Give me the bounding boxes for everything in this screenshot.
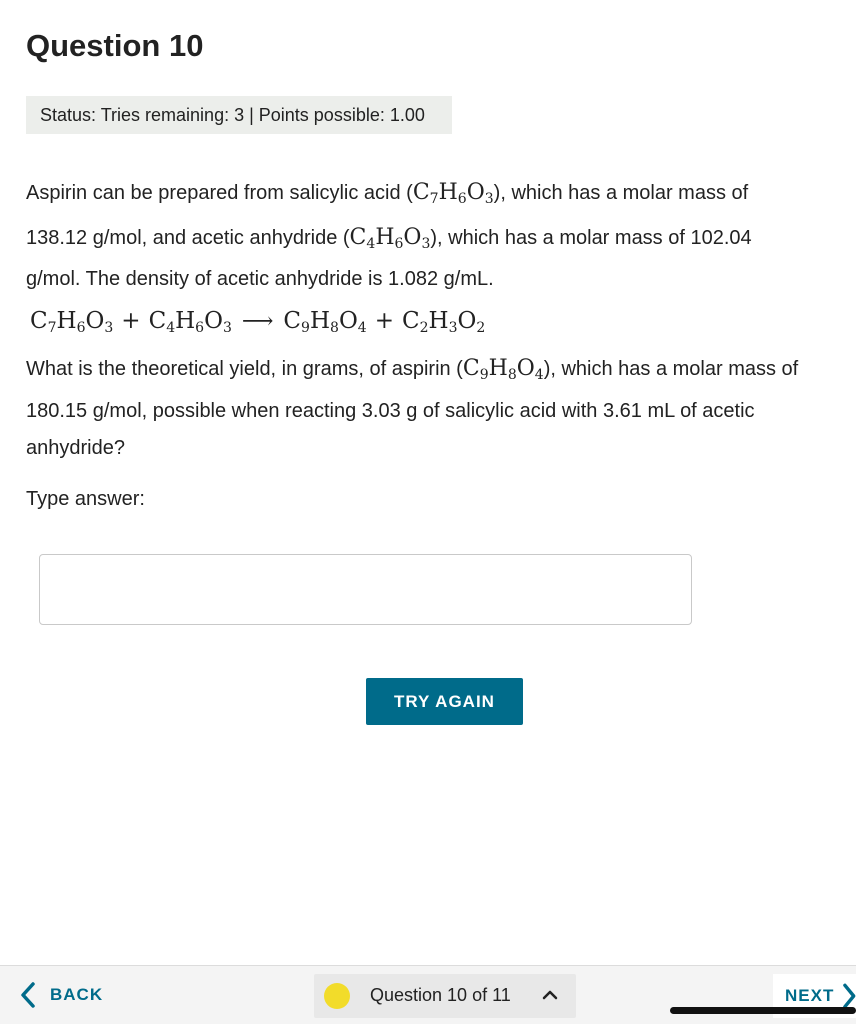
equation-reactant-1: $C_7H_6O_3$ bbox=[30, 308, 114, 336]
question-line-5: 180.15 g/mol, possible when reacting 3.03 g of salicylic acid with 3.61 mL of acetic bbox=[26, 400, 755, 422]
question-text: Aspirin can be prepared from salicylic acid ( bbox=[26, 182, 413, 204]
question-line-2 bbox=[26, 225, 752, 250]
formula-salicylic-acid: $C_7H_6O_3$ bbox=[412, 180, 494, 207]
reaction-equation bbox=[30, 308, 485, 334]
question-text: 138.12 g/mol, and acetic anhydride ( bbox=[26, 227, 350, 249]
question-text: What is the theoretical yield, in grams, of aspirin ( bbox=[26, 358, 463, 380]
question-line-1 bbox=[26, 180, 748, 205]
answer-label: Type answer: bbox=[26, 488, 145, 510]
equation-product-2: $C_2H_3O_2$ bbox=[402, 308, 486, 336]
question-line-3: g/mol. The density of acetic anhydride is 1.082 g/mL. bbox=[26, 268, 494, 290]
chevron-right-icon bbox=[842, 982, 856, 1010]
progress-status-dot bbox=[324, 983, 350, 1009]
next-label: NEXT bbox=[785, 986, 835, 1005]
formula-acetic-anhydride: $C_4H_6O_3$ bbox=[349, 225, 431, 252]
page-title: Question 10 bbox=[26, 28, 204, 63]
progress-label: Question 10 of 11 bbox=[370, 985, 511, 1005]
home-indicator bbox=[670, 1007, 856, 1014]
question-line-4 bbox=[26, 356, 798, 381]
equation-product-1: $C_9H_8O_4$ bbox=[283, 308, 367, 336]
chevron-left-icon bbox=[20, 981, 36, 1009]
equation-plus: + bbox=[121, 308, 141, 334]
question-text: ), which has a molar mass of 102.04 bbox=[430, 227, 752, 249]
status-badge: Status: Tries remaining: 3 | Points possible: 1.00 bbox=[26, 96, 452, 134]
formula-aspirin: $C_9H_8O_4$ bbox=[462, 356, 544, 383]
question-line-6: anhydride? bbox=[26, 437, 125, 459]
chevron-up-icon bbox=[542, 988, 558, 1002]
equation-arrow: ⟶ bbox=[241, 309, 274, 334]
question-text: ), which has a molar mass of bbox=[493, 182, 749, 204]
try-again-button[interactable]: TRY AGAIN bbox=[366, 678, 523, 725]
answer-input[interactable] bbox=[39, 554, 692, 625]
question-progress-button[interactable] bbox=[314, 974, 576, 1018]
back-label: BACK bbox=[50, 985, 104, 1004]
equation-plus: + bbox=[374, 308, 394, 334]
question-text: ), which has a molar mass of bbox=[543, 358, 799, 380]
back-button[interactable] bbox=[20, 980, 103, 1010]
equation-reactant-2: $C_4H_6O_3$ bbox=[148, 308, 232, 336]
footer-nav bbox=[0, 965, 856, 1024]
